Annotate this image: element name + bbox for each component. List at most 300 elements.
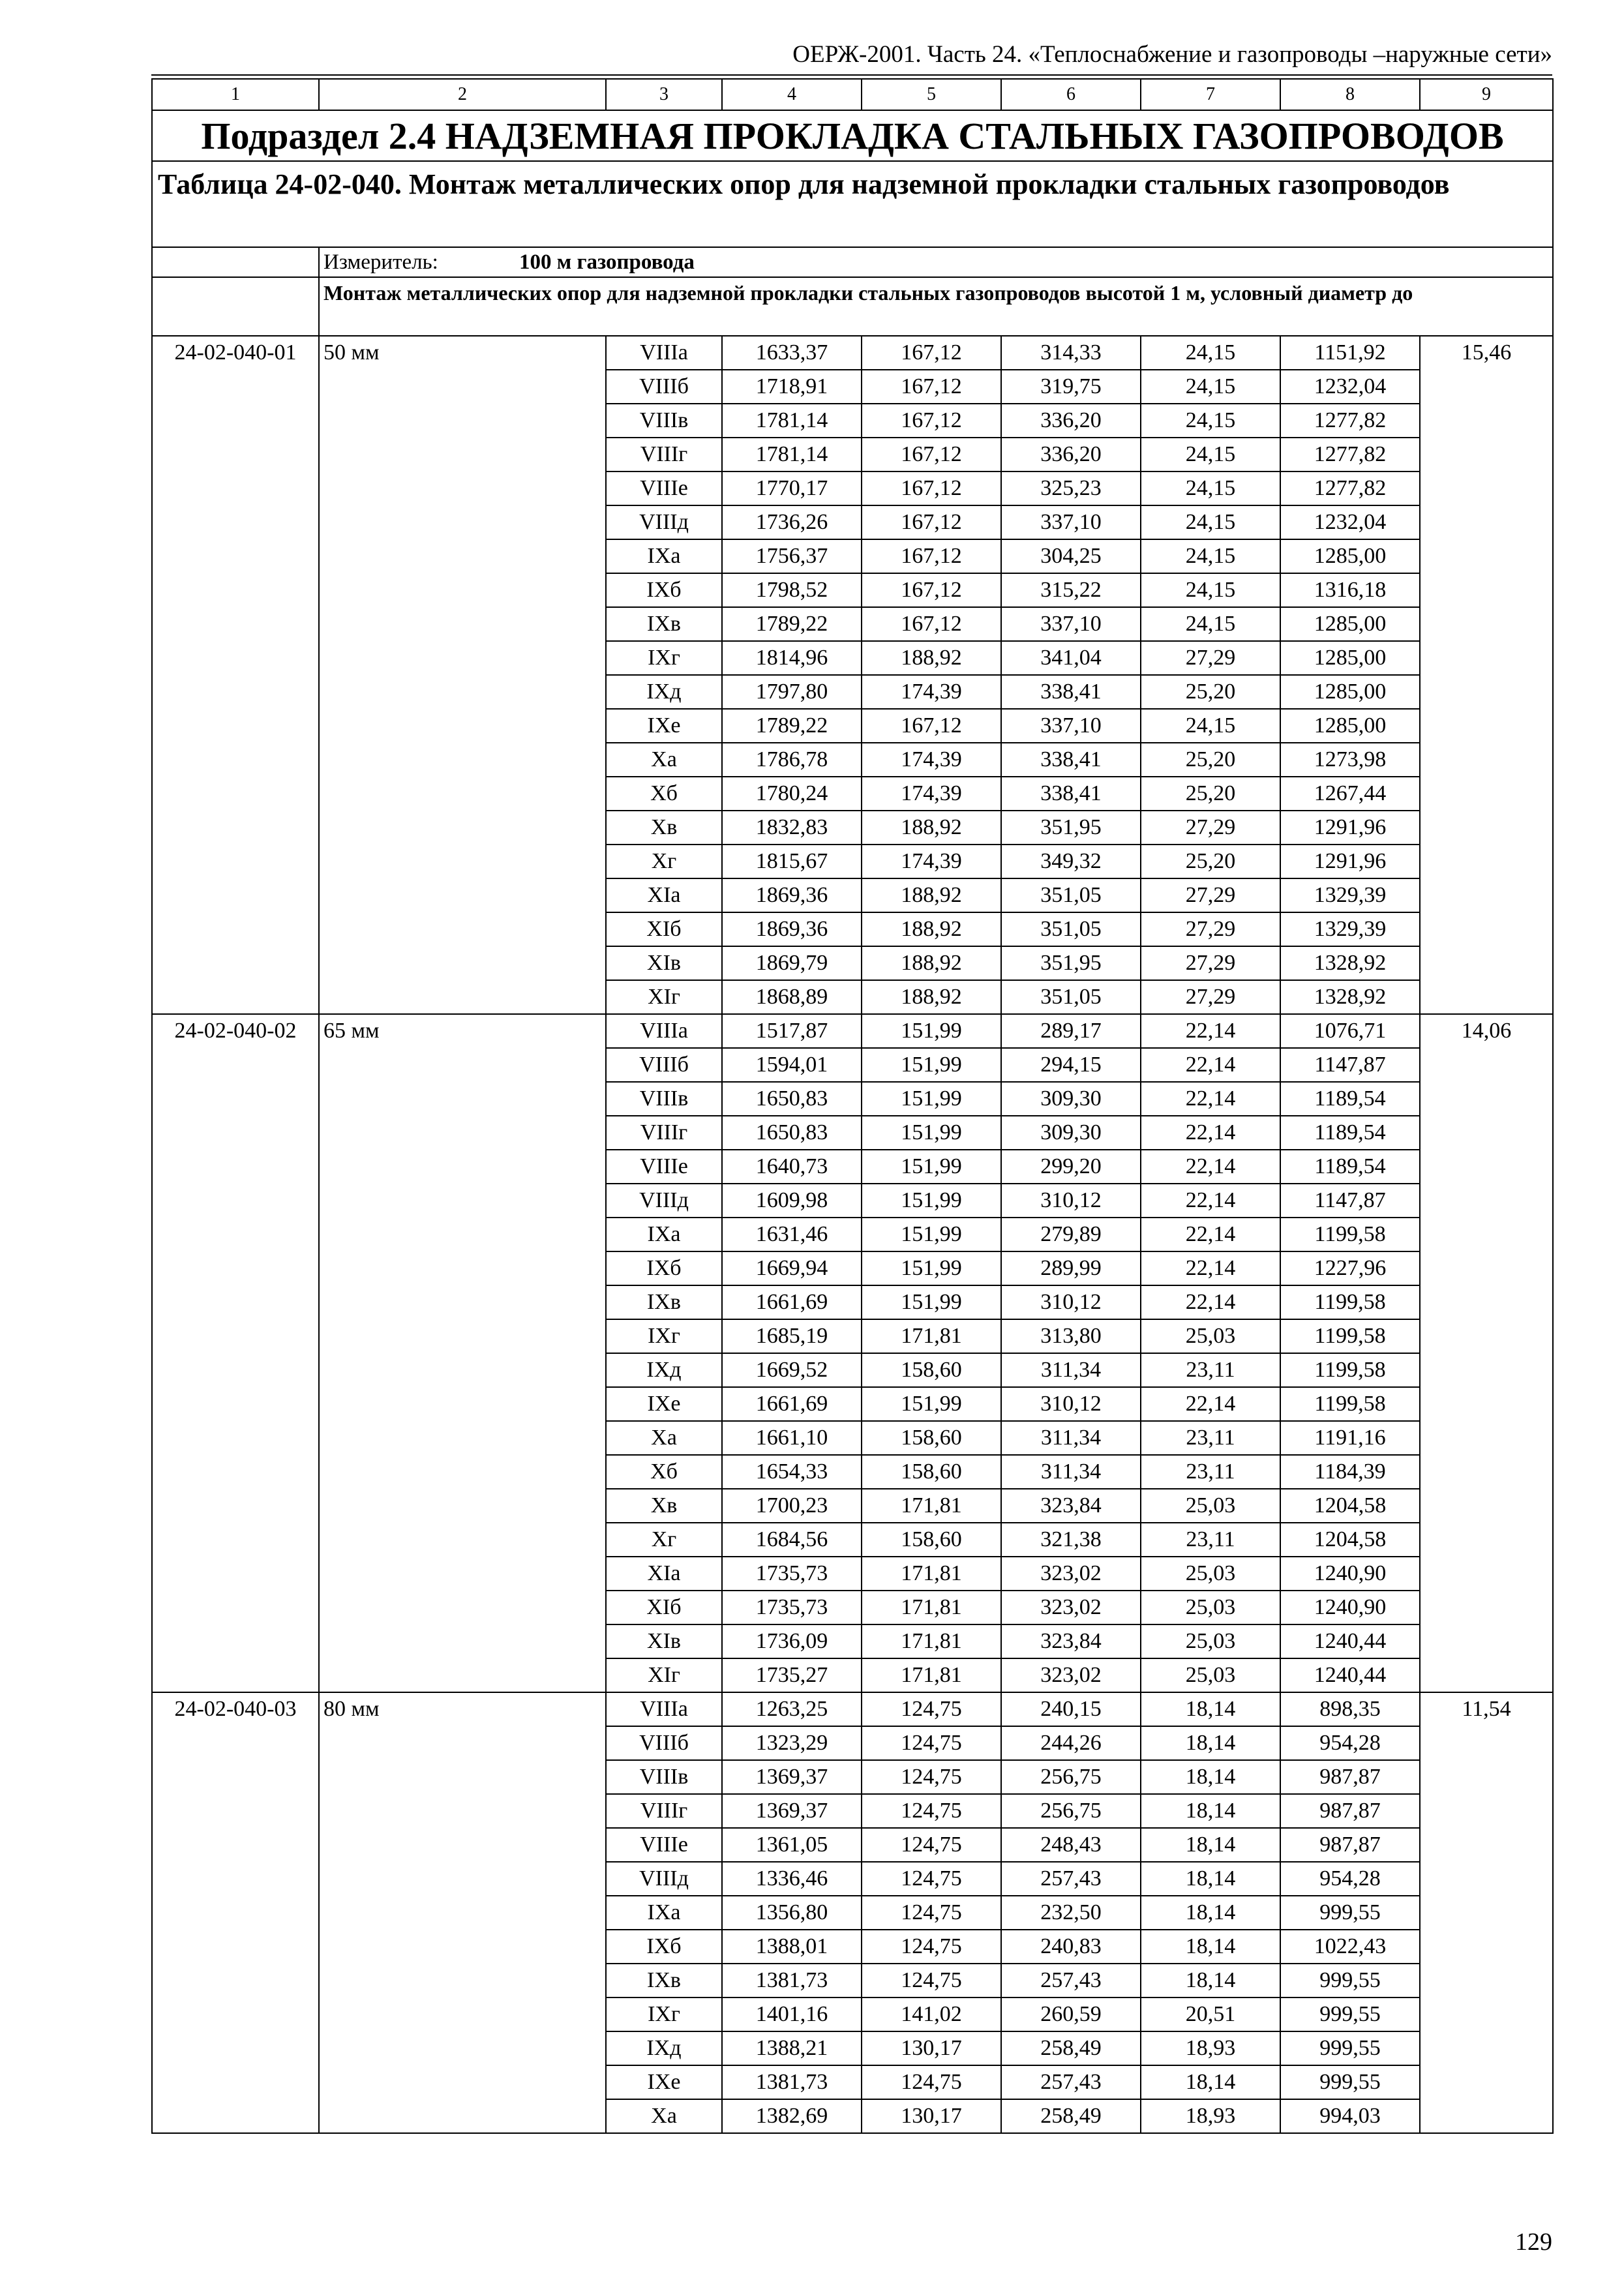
cost-value: 188,92	[862, 980, 1001, 1014]
labor-value: 15,46	[1420, 336, 1553, 370]
labor-value	[1420, 1285, 1553, 1319]
cost-value: 18,93	[1141, 2031, 1280, 2065]
rate-code	[152, 777, 319, 811]
table-row	[152, 573, 1553, 607]
soil-class: VIIIа	[606, 336, 722, 370]
cost-value: 1735,27	[722, 1658, 862, 1692]
cost-value: 25,20	[1141, 675, 1280, 709]
cost-value: 27,29	[1141, 811, 1280, 845]
cost-value: 167,12	[862, 505, 1001, 539]
cost-value: 299,20	[1001, 1150, 1141, 1184]
labor-value	[1420, 1150, 1553, 1184]
diameter	[319, 1251, 606, 1285]
labor-value	[1420, 1251, 1553, 1285]
cost-value: 1277,82	[1280, 438, 1420, 471]
diameter	[319, 404, 606, 438]
cost-value: 171,81	[862, 1658, 1001, 1692]
diameter	[319, 641, 606, 675]
soil-class: IXе	[606, 2065, 722, 2099]
cost-value: 18,14	[1141, 1794, 1280, 1828]
labor-value	[1420, 2099, 1553, 2133]
labor-value	[1420, 1624, 1553, 1658]
cost-value: 1356,80	[722, 1896, 862, 1930]
soil-class: VIIIб	[606, 370, 722, 404]
diameter	[319, 1726, 606, 1760]
cost-value: 1285,00	[1280, 539, 1420, 573]
rate-code	[152, 1319, 319, 1353]
rate-code	[152, 438, 319, 471]
table-row	[152, 1319, 1553, 1353]
measure-value: 100 м газопровода	[519, 250, 695, 274]
cost-value: 323,84	[1001, 1489, 1141, 1523]
labor-value: 14,06	[1420, 1014, 1553, 1048]
cost-value: 151,99	[862, 1285, 1001, 1319]
cost-value: 24,15	[1141, 370, 1280, 404]
diameter	[319, 1116, 606, 1150]
diameter	[319, 1658, 606, 1692]
description: Монтаж металлических опор для надземной прокладки стальных газопроводов высотой 1 м, условный диаметр до	[319, 277, 1553, 336]
soil-class: Xа	[606, 2099, 722, 2133]
diameter	[319, 1082, 606, 1116]
labor-value	[1420, 370, 1553, 404]
labor-value	[1420, 2031, 1553, 2065]
rate-code	[152, 1285, 319, 1319]
cost-value: 151,99	[862, 1387, 1001, 1421]
soil-class: VIIIб	[606, 1048, 722, 1082]
cost-value: 1273,98	[1280, 743, 1420, 777]
cost-value: 1640,73	[722, 1150, 862, 1184]
cost-value: 256,75	[1001, 1760, 1141, 1794]
diameter	[319, 370, 606, 404]
rate-code	[152, 1658, 319, 1692]
table-row	[152, 777, 1553, 811]
cost-value: 27,29	[1141, 912, 1280, 946]
rate-code	[152, 607, 319, 641]
rate-code	[152, 743, 319, 777]
cost-value: 1798,52	[722, 573, 862, 607]
cost-value: 351,05	[1001, 980, 1141, 1014]
cost-value: 1631,46	[722, 1218, 862, 1251]
table-row	[152, 1285, 1553, 1319]
soil-class: VIIIд	[606, 1184, 722, 1218]
diameter	[319, 1048, 606, 1082]
cost-value: 188,92	[862, 912, 1001, 946]
cost-value: 1189,54	[1280, 1082, 1420, 1116]
labor-value	[1420, 1997, 1553, 2031]
diameter	[319, 878, 606, 912]
cost-value: 954,28	[1280, 1726, 1420, 1760]
soil-class: IXе	[606, 1387, 722, 1421]
table-row	[152, 370, 1553, 404]
cost-value: 1815,67	[722, 845, 862, 878]
rate-code	[152, 946, 319, 980]
cost-value: 323,02	[1001, 1557, 1141, 1591]
cost-value: 18,14	[1141, 1964, 1280, 1997]
soil-class: IXд	[606, 675, 722, 709]
rate-code	[152, 471, 319, 505]
cost-value: 311,34	[1001, 1455, 1141, 1489]
table-row	[152, 471, 1553, 505]
table-row	[152, 1794, 1553, 1828]
cost-value: 22,14	[1141, 1082, 1280, 1116]
rate-code	[152, 1082, 319, 1116]
cost-value: 124,75	[862, 1896, 1001, 1930]
labor-value	[1420, 505, 1553, 539]
cost-value: 124,75	[862, 1862, 1001, 1896]
soil-class: IXа	[606, 539, 722, 573]
table-row	[152, 2031, 1553, 2065]
table-row	[152, 1930, 1553, 1964]
labor-value	[1420, 438, 1553, 471]
soil-class: Xг	[606, 1523, 722, 1557]
cost-value: 1285,00	[1280, 641, 1420, 675]
cost-value: 336,20	[1001, 404, 1141, 438]
cost-value: 22,14	[1141, 1116, 1280, 1150]
cost-value: 1770,17	[722, 471, 862, 505]
table-row	[152, 1048, 1553, 1082]
description-row	[152, 277, 1553, 336]
soil-class: Xа	[606, 743, 722, 777]
diameter	[319, 1285, 606, 1319]
rate-code	[152, 2099, 319, 2133]
cost-value: 188,92	[862, 878, 1001, 912]
diameter	[319, 980, 606, 1014]
cost-value: 188,92	[862, 641, 1001, 675]
labor-value	[1420, 607, 1553, 641]
cost-value: 1227,96	[1280, 1251, 1420, 1285]
cost-value: 27,29	[1141, 980, 1280, 1014]
rate-code	[152, 1353, 319, 1387]
labor-value	[1420, 2065, 1553, 2099]
labor-value	[1420, 1455, 1553, 1489]
soil-class: IXг	[606, 1319, 722, 1353]
labor-value	[1420, 1353, 1553, 1387]
cost-value: 174,39	[862, 675, 1001, 709]
cost-value: 349,32	[1001, 845, 1141, 878]
cost-value: 987,87	[1280, 1828, 1420, 1862]
table-row	[152, 1251, 1553, 1285]
cost-value: 1756,37	[722, 539, 862, 573]
table-row	[152, 845, 1553, 878]
cost-value: 1669,94	[722, 1251, 862, 1285]
labor-value	[1420, 675, 1553, 709]
diameter	[319, 1862, 606, 1896]
rate-code	[152, 1896, 319, 1930]
labor-value	[1420, 1421, 1553, 1455]
labor-value	[1420, 1523, 1553, 1557]
table-row	[152, 1828, 1553, 1862]
cost-value: 289,17	[1001, 1014, 1141, 1048]
cost-value: 257,43	[1001, 2065, 1141, 2099]
cost-value: 23,11	[1141, 1421, 1280, 1455]
cost-value: 18,14	[1141, 1896, 1280, 1930]
labor-value	[1420, 845, 1553, 878]
table-row	[152, 1658, 1553, 1692]
cost-value: 1232,04	[1280, 505, 1420, 539]
table-row	[152, 1997, 1553, 2031]
cost-value: 151,99	[862, 1048, 1001, 1082]
table-row	[152, 1184, 1553, 1218]
diameter	[319, 505, 606, 539]
cost-value: 18,93	[1141, 2099, 1280, 2133]
table-row	[152, 811, 1553, 845]
labor-value	[1420, 1082, 1553, 1116]
cost-value: 994,03	[1280, 2099, 1420, 2133]
cost-value: 124,75	[862, 1828, 1001, 1862]
cost-value: 1240,44	[1280, 1624, 1420, 1658]
rate-code: 24-02-040-03	[152, 1692, 319, 1726]
soil-class: Xг	[606, 845, 722, 878]
soil-class: Xа	[606, 1421, 722, 1455]
rate-code	[152, 1218, 319, 1251]
cost-value: 25,03	[1141, 1319, 1280, 1353]
labor-value	[1420, 878, 1553, 912]
labor-value	[1420, 980, 1553, 1014]
soil-class: VIIIб	[606, 1726, 722, 1760]
cost-value: 289,99	[1001, 1251, 1141, 1285]
table-row	[152, 1387, 1553, 1421]
cost-value: 954,28	[1280, 1862, 1420, 1896]
cost-value: 18,14	[1141, 1760, 1280, 1794]
soil-class: XIа	[606, 1557, 722, 1591]
cost-value: 310,12	[1001, 1184, 1141, 1218]
cost-value: 258,49	[1001, 2031, 1141, 2065]
cost-value: 18,14	[1141, 1828, 1280, 1862]
column-number: 9	[1420, 79, 1553, 110]
cost-value: 23,11	[1141, 1455, 1280, 1489]
rate-code	[152, 539, 319, 573]
cost-value: 188,92	[862, 946, 1001, 980]
cost-value: 351,05	[1001, 912, 1141, 946]
cost-value: 256,75	[1001, 1794, 1141, 1828]
column-number: 3	[606, 79, 722, 110]
labor-value	[1420, 1557, 1553, 1591]
rate-code	[152, 641, 319, 675]
cost-value: 151,99	[862, 1218, 1001, 1251]
rate-code	[152, 1591, 319, 1624]
cost-value: 1199,58	[1280, 1285, 1420, 1319]
cost-value: 20,51	[1141, 1997, 1280, 2031]
soil-class: XIв	[606, 1624, 722, 1658]
soil-class: VIIIа	[606, 1692, 722, 1726]
rate-code	[152, 1624, 319, 1658]
cost-value: 167,12	[862, 370, 1001, 404]
soil-class: XIв	[606, 946, 722, 980]
cost-value: 1650,83	[722, 1116, 862, 1150]
table-row	[152, 1964, 1553, 1997]
rate-code	[152, 1997, 319, 2031]
cost-value: 25,20	[1141, 845, 1280, 878]
soil-class: VIIIд	[606, 505, 722, 539]
table-row	[152, 2065, 1553, 2099]
soil-class: IXб	[606, 1251, 722, 1285]
rate-code	[152, 1794, 319, 1828]
labor-value	[1420, 1726, 1553, 1760]
diameter	[319, 1523, 606, 1557]
soil-class: VIIIв	[606, 1760, 722, 1794]
soil-class: VIIIв	[606, 404, 722, 438]
cost-value: 240,83	[1001, 1930, 1141, 1964]
diameter	[319, 1557, 606, 1591]
table-row	[152, 607, 1553, 641]
cost-value: 158,60	[862, 1421, 1001, 1455]
rate-code	[152, 1489, 319, 1523]
cost-value: 257,43	[1001, 1964, 1141, 1997]
diameter	[319, 1591, 606, 1624]
labor-value	[1420, 1319, 1553, 1353]
soil-class: IXб	[606, 1930, 722, 1964]
diameter	[319, 1184, 606, 1218]
cost-value: 22,14	[1141, 1285, 1280, 1319]
cost-value: 151,99	[862, 1150, 1001, 1184]
cost-value: 25,03	[1141, 1624, 1280, 1658]
section-title-row	[152, 110, 1553, 161]
cost-value: 309,30	[1001, 1116, 1141, 1150]
diameter	[319, 675, 606, 709]
cost-value: 1654,33	[722, 1455, 862, 1489]
table-row	[152, 1014, 1553, 1048]
rate-code	[152, 709, 319, 743]
cost-value: 151,99	[862, 1184, 1001, 1218]
soil-class: IXб	[606, 573, 722, 607]
soil-class: VIIIв	[606, 1082, 722, 1116]
soil-class: XIг	[606, 1658, 722, 1692]
cost-value: 27,29	[1141, 641, 1280, 675]
cost-value: 1285,00	[1280, 607, 1420, 641]
cost-value: 22,14	[1141, 1387, 1280, 1421]
cost-value: 1199,58	[1280, 1319, 1420, 1353]
cost-value: 1388,01	[722, 1930, 862, 1964]
cost-value: 1184,39	[1280, 1455, 1420, 1489]
cost-value: 1316,18	[1280, 573, 1420, 607]
cost-value: 22,14	[1141, 1014, 1280, 1048]
soil-class: XIб	[606, 912, 722, 946]
rate-code	[152, 912, 319, 946]
cost-value: 124,75	[862, 1964, 1001, 1997]
cost-value: 1369,37	[722, 1760, 862, 1794]
cost-value: 171,81	[862, 1591, 1001, 1624]
cost-value: 314,33	[1001, 336, 1141, 370]
cost-value: 1700,23	[722, 1489, 862, 1523]
cost-value: 124,75	[862, 1726, 1001, 1760]
diameter	[319, 743, 606, 777]
cost-value: 24,15	[1141, 438, 1280, 471]
soil-class: IXг	[606, 641, 722, 675]
labor-value	[1420, 912, 1553, 946]
cost-value: 279,89	[1001, 1218, 1141, 1251]
cost-value: 174,39	[862, 777, 1001, 811]
cost-value: 1076,71	[1280, 1014, 1420, 1048]
cost-value: 1263,25	[722, 1692, 862, 1726]
labor-value	[1420, 573, 1553, 607]
soil-class: Xв	[606, 1489, 722, 1523]
cost-value: 1147,87	[1280, 1048, 1420, 1082]
soil-class: VIIIг	[606, 438, 722, 471]
labor-value	[1420, 1116, 1553, 1150]
rate-code	[152, 1116, 319, 1150]
cost-value: 151,99	[862, 1116, 1001, 1150]
cost-value: 999,55	[1280, 2031, 1420, 2065]
labor-value	[1420, 946, 1553, 980]
cost-value: 1240,44	[1280, 1658, 1420, 1692]
soil-class: XIа	[606, 878, 722, 912]
soil-class: IXд	[606, 1353, 722, 1387]
cost-value: 24,15	[1141, 573, 1280, 607]
cost-value: 257,43	[1001, 1862, 1141, 1896]
diameter	[319, 471, 606, 505]
cost-value: 25,03	[1141, 1591, 1280, 1624]
cost-value: 1685,19	[722, 1319, 862, 1353]
cost-value: 338,41	[1001, 777, 1141, 811]
cost-value: 1191,16	[1280, 1421, 1420, 1455]
rate-code	[152, 1557, 319, 1591]
labor-value	[1420, 1591, 1553, 1624]
cost-value: 167,12	[862, 471, 1001, 505]
cost-value: 1291,96	[1280, 811, 1420, 845]
cost-value: 22,14	[1141, 1184, 1280, 1218]
diameter	[319, 811, 606, 845]
diameter	[319, 2099, 606, 2133]
cost-value: 1381,73	[722, 2065, 862, 2099]
cost-value: 311,34	[1001, 1353, 1141, 1387]
cost-value: 25,03	[1141, 1557, 1280, 1591]
diameter	[319, 1353, 606, 1387]
cost-value: 1267,44	[1280, 777, 1420, 811]
cost-value: 1594,01	[722, 1048, 862, 1082]
cost-value: 338,41	[1001, 743, 1141, 777]
cost-value: 1661,10	[722, 1421, 862, 1455]
cost-value: 167,12	[862, 539, 1001, 573]
running-header: ОЕРЖ-2001. Часть 24. «Теплоснабжение и газопроводы –наружные сети»	[792, 41, 1552, 68]
diameter	[319, 438, 606, 471]
column-number: 7	[1141, 79, 1280, 110]
cost-value: 323,02	[1001, 1658, 1141, 1692]
diameter	[319, 1828, 606, 1862]
cost-value: 315,22	[1001, 573, 1141, 607]
table-row	[152, 1353, 1553, 1387]
cost-value: 25,03	[1141, 1658, 1280, 1692]
cost-value: 232,50	[1001, 1896, 1141, 1930]
cost-value: 240,15	[1001, 1692, 1141, 1726]
cost-value: 1285,00	[1280, 675, 1420, 709]
cost-value: 22,14	[1141, 1218, 1280, 1251]
diameter	[319, 1624, 606, 1658]
cost-value: 1277,82	[1280, 404, 1420, 438]
cost-value: 1240,90	[1280, 1557, 1420, 1591]
cost-value: 18,14	[1141, 1862, 1280, 1896]
column-number: 6	[1001, 79, 1141, 110]
labor-value	[1420, 743, 1553, 777]
cost-value: 1328,92	[1280, 946, 1420, 980]
cost-value: 1199,58	[1280, 1387, 1420, 1421]
cost-value: 999,55	[1280, 1896, 1420, 1930]
rate-code	[152, 1760, 319, 1794]
cost-value: 1151,92	[1280, 336, 1420, 370]
cost-value: 1240,90	[1280, 1591, 1420, 1624]
soil-class: XIг	[606, 980, 722, 1014]
cost-value: 313,80	[1001, 1319, 1141, 1353]
table-row	[152, 912, 1553, 946]
table-row	[152, 336, 1553, 370]
diameter	[319, 2031, 606, 2065]
table-row	[152, 1862, 1553, 1896]
cost-value: 1199,58	[1280, 1353, 1420, 1387]
table-row	[152, 1218, 1553, 1251]
cost-value: 174,39	[862, 845, 1001, 878]
cost-value: 999,55	[1280, 1997, 1420, 2031]
rate-code	[152, 1150, 319, 1184]
column-number: 4	[722, 79, 862, 110]
